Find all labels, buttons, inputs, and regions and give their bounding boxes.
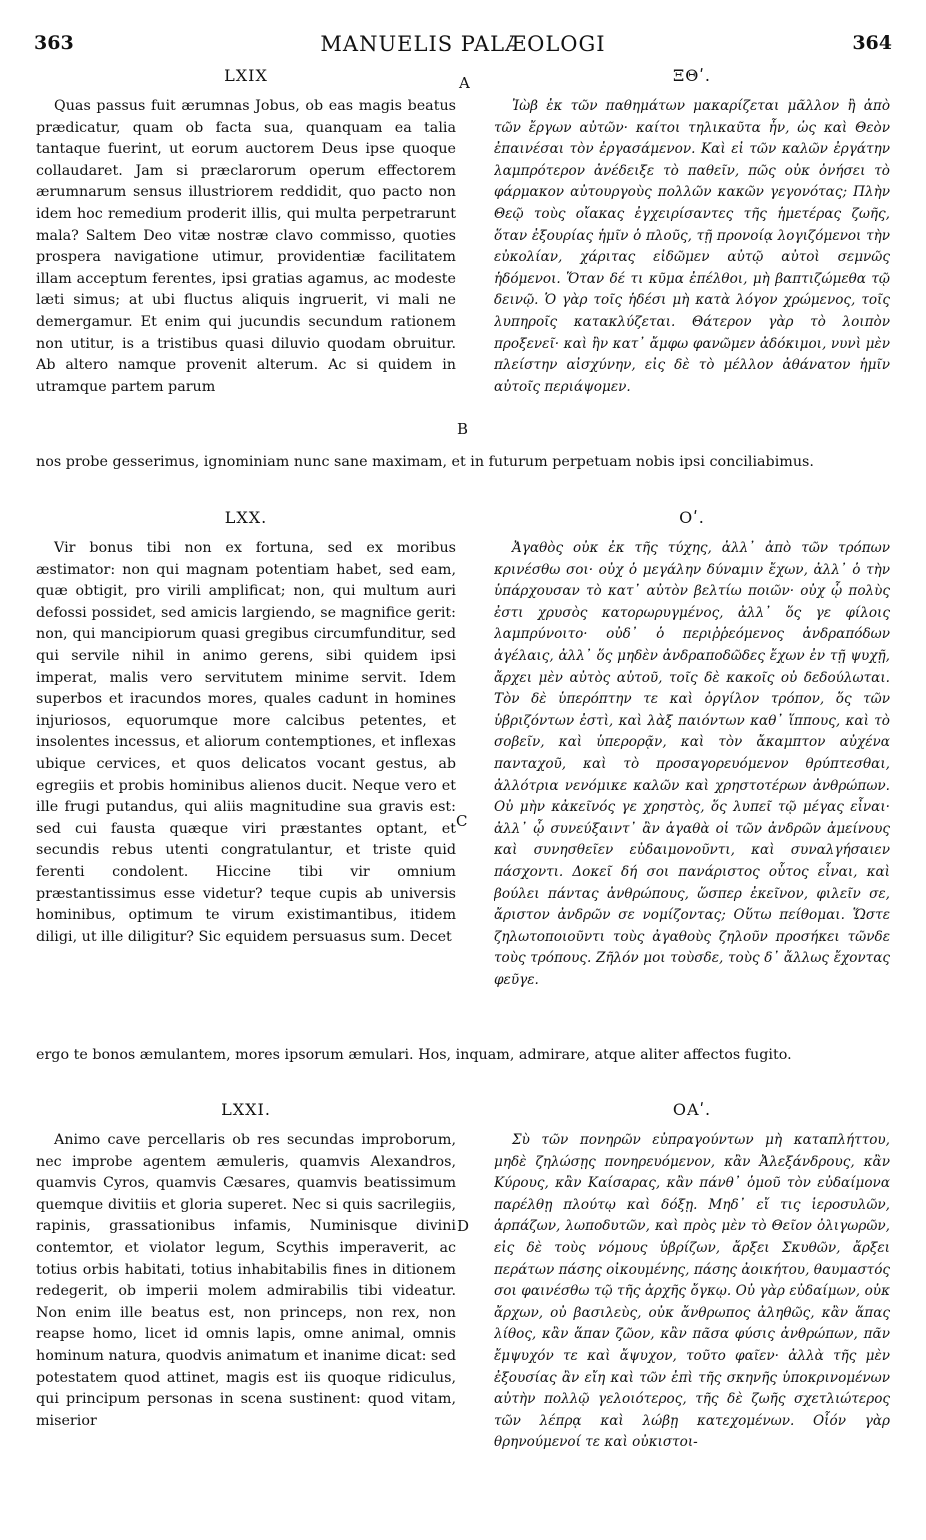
greek-section-title: ΞΘʹ. <box>673 66 711 85</box>
greek-section-title: Οʹ. <box>679 508 705 527</box>
greek-text-column: Ἀγαθὸς οὐκ ἐκ τῆς τύχης, ἀλλ᾽ ἀπὸ τῶν τρόπων κρινέσθω σοι· οὐχ ὁ μεγάλην δύναμιν ἔχων, ἀλλ᾽ ὁ τὴν ὑπάρχουσαν τὸ κατ᾽ αὐτὸν βελτίω ποιῶν· οὐχ ᾧ πολὺς ἐστι χρυσὸς κατορωρυγμένος, ἀλλ᾽ ὅς γε φίλοις λαμπρύνοιτο· οὐδ᾽ ὁ περιῤῥεόμενος ἀνδραπόδων ἀγέλαις, ἀλλ᾽ ὅς μηδὲν ἀνδραποδῶδες ἔχων ἐν τῇ ψυχῇ, ἄρχει μὲν αὐτὸς αὐτοῦ, τοῖς δὲ κακοῖς οὐ δεδούλωται. Τὸν δὲ ὑπερόπτην τε καὶ ὀργίλον τρόπον, ὅς τῶν ὑβριζόντων ἐστὶ, καὶ λὰξ παιόντων καθ᾽ ἵππους, καὶ τὸ σοβεῖν, καὶ ὑπερορᾷν, καὶ τὸν ἄκαμπτον αὐχένα πανταχοῦ, καὶ τὸ προσαγορευόμενον θρύπτεσθαι, ἀλλότρια νενόμικε καλῶν καὶ χρηστοτέρων ἀνθρώπων. Οὐ μὴν κἀκεῖνός γε χρηστὸς, ὅς λυπεῖ τῷ μέγας εἶναι· ἀλλ᾽ ᾧ συνεύξαιντ᾽ ἂν ἀγαθὰ οἱ τῶν ἀνδρῶν ἀμείνους καὶ συνησθεῖεν εὐδαιμονοῦντι, καὶ συναλγήσαιεν πάσχοντι. Δοκεῖ δή σοι πανάριστος οὗτος εἶναι, καὶ βούλει πάντας ἀνθρώπους, ὥσπερ ἐκεῖνον, φιλεῖν σε, ἄριστον ἀνδρῶν σε νομίζοντας; Οὕτω πείθομαι. Ὥστε ζηλωτοποιοῦντι τοὺς ἀγαθοὺς ζηλοῦν προσήκει τῶνδε τοὺς τρόπους. Ζῆλόν μοι τοὺσδε, τοὺς δ᾽ ἄλλως ἔχοντας φεῦγε. <box>494 540 890 988</box>
margin-marker: A <box>459 74 470 92</box>
latin-text-column: Vir bonus tibi non ex fortuna, sed ex moribus æstimator: non qui magnam potentiam habet, sed eam, quæ obtigit, pro virili amplificat; non, qui multum auri defossi possidet, sed amicis largiendo, se magnifice gerit: non, qui mancipiorum quasi gregibus circumfunditur, sed qui servile nihil in animo gerens, sibi quidem ipsi imperat, malis vero servitutem minime servit. Idem superbos et iracundos mores, quales cadunt in homines injuriosos, equorumque more calcibus petentes, et insolentes incessus, et aliorum contemptiones, et inflexas ubique cervices, et quos delicatos vocant gestus, ab egregiis et probis hominibus alienos ducit. Neque vero et ille frugi putandus, qui aliis magnitudine sua gravis est: sed cui fausta quæque viri præstantes optant, et secundis rebus utenti congratulantur, et triste quid ferenti condolent. Hiccine tibi vir omnium præstantissimus esse videtur? teque cupis ab universis hominibus, optimum te virum existimantibus, itidem diligi, ut ille diligitur? Sic equidem persuasus sum. Decet <box>36 540 456 945</box>
right-page-number: 364 <box>852 32 892 54</box>
latin-text-column: Quas passus fuit ærumnas Jobus, ob eas magis beatus prædicatur, quam ob facta sua, quanquam ea talia tantaque fuerint, ut eorum auctorem Deus ipse quoque collaudaret. Jam si præclarorum operum effectorem ærumnarum sensus illustriorem reddidit, quo pacto non idem hoc remedium proderit illis, qui multa perpetrarunt mala? Saltem Deo vitæ nostræ clavo commisso, quoties prospera navigatione utimur, providentiæ facilitatem illam acceptum ferentes, ipsi gratias agamus, ac modeste læti simus; at ubi fluctus aliquis ingruerit, vi mali ne demergamur. Et enim qui jucundis secundum rationem non utitur, is a tristibus quasi diluvio quodam obruitur. Ab altero namque provenit alterum. Ac si quidem in utramque partem parum <box>36 98 456 395</box>
running-title: MANUELIS PALÆOLOGI <box>320 32 606 56</box>
latin-continuation: nos probe gesserimus, ignominiam nunc sane maximam, et in futurum perpetuam nobis ipsi conciliabimus. <box>36 454 814 470</box>
greek-text-column: Ἰὼβ ἐκ τῶν παθημάτων μακαρίζεται μᾶλλον ἢ ἀπὸ τῶν ἔργων αὐτῶν· καίτοι τηλικαῦτα ἦν, ὡς καὶ Θεὸν ἐπαινέσαι τὸν ἐργασάμενον. Καὶ εἰ τῶν καλῶν ἐργάτην λαμπρότερον ἀνέδειξε τὸ παθεῖν, πῶς οὐκ ὀνήσει τὸ φάρμακον αὐτουργοὺς πολλῶν κακῶν γεγονότας; Πλὴν Θεῷ τοὺς οἴακας ἐγχειρίσαντες τῆς ἡμετέρας ζωῆς, ὅταν ἐξουρίας ἡμῖν ὁ πλοῦς, τῇ προνοίᾳ λογιζόμενοι τὴν εὐκολίαν, χάριτας εἰδῶμεν αὐτῷ αὐτοὶ σεμνῶς ἡδόμενοι. Ὅταν δέ τι κῦμα ἐπέλθοι, μὴ βαπτιζώμεθα τῷ δεινῷ. Ὁ γὰρ τοῖς ἡδέσι μὴ κατὰ λόγον χρώμενος, τοῖς λυπηροῖς κατακλύζεται. Θάτερον γὰρ τὸ λοιπὸν προξενεῖ· καὶ ἢν κατ᾽ ἄμφω φανῶμεν ἀδόκιμοι, νυνὶ μὲν πλείστην αἰσχύνην, εἰς δὲ τὸ μέλλον ἀθάνατον ἡμῖν αὐτοῖς περιάψομεν. <box>494 98 890 395</box>
page-header <box>0 30 926 64</box>
margin-marker: B <box>457 420 469 438</box>
latin-section-title: LXIX <box>224 66 268 85</box>
margin-marker: D <box>457 1217 470 1235</box>
margin-marker: C <box>456 812 468 830</box>
latin-continuation: ergo te bonos æmulantem, mores ipsorum æmulari. Hos, inquam, admirare, atque aliter affectos fugito. <box>36 1047 792 1063</box>
latin-section-title: LXXI. <box>221 1100 271 1119</box>
greek-section-title: ΟΑʹ. <box>672 1100 712 1119</box>
left-page-number: 363 <box>34 32 74 54</box>
latin-text-column: Animo cave percellaris ob res secundas improborum, nec improbe agentem æmuleris, quamvis Alexandros, quamvis Cyros, quamvis Cæsares, quamvis beatissimum quemque divitiis et gloria superet. Nec si quis sacrilegiis, rapinis, grassationibus infamis, Numinisque divini contemtor, et violator legum, Scythis imperaverit, ac totius orbis habitati, totius inhabitabilis fines in ditionem redegerit, ob imperii molem admirabilis tibi videatur. Non enim ille beatus est, non princeps, non rex, non reapse homo, licet id omnis lapis, omne animal, omnis hominum natura, quodvis animatum et inanime dicat: sed potestatem quod attinet, magis est iis quoque ridiculus, qui principum personas in scena sustinent: quod vitam, miserior <box>36 1132 456 1429</box>
latin-section-title: LXX. <box>224 508 268 527</box>
greek-text-column: Σὺ τῶν πονηρῶν εὐπραγούντων μὴ καταπλήττου, μηδὲ ζηλώσῃς πονηρευόμενον, κἂν Ἀλεξάνδρους, κἂν Κύρους, κἂν Καίσαρας, κἂν πάνθ᾽ ὁμοῦ τὸν εὐδαίμονα παρέλθῃ πλούτῳ καὶ δόξῃ. Μηδ᾽ εἴ τις ἱεροσυλῶν, ἁρπάζων, λωποδυτῶν, καὶ πρὸς μὲν τὸ Θεῖον ὀλιγωρῶν, εἰς δὲ τοὺς νόμους ὑβρίζων, ἄρξει Σκυθῶν, ἄρξει περάτων πάσης οἰκουμένης, πάσης ἀοικήτου, θαυμαστός σοι φαινέσθω τῷ τῆς ἀρχῆς ὄγκῳ. Οὐ γὰρ εὐδαίμων, οὐκ ἄρχων, οὐ βασιλεὺς, οὐκ ἄνθρωπος ἀληθῶς, κἂν ἅπας λίθος, κἂν ἅπαν ζῶον, κἂν πᾶσα φύσις ἀνθρώπων, πᾶν ἔμψυχόν τε καὶ ἄψυχον, τοῦτο φαῖεν· ἀλλὰ τῆς μὲν ἐξουσίας ἂν εἴη καὶ τῶν ἐπὶ τῆς σκηνῆς ὑποκρινομένων αὐτὴν πολλῷ γελοιότερος, τῆς δὲ ζωῆς σχετλιώτερος τῶν λέπρᾳ καὶ λώβῃ κατεχομένων. Οἷόν γὰρ θρηνούμενοί τε καὶ οὐκιστοι- <box>494 1132 890 1451</box>
